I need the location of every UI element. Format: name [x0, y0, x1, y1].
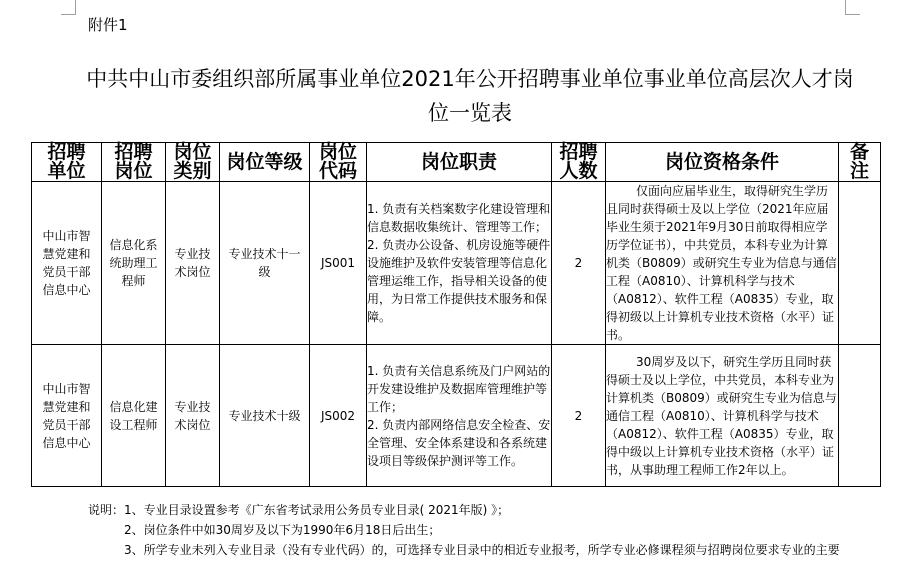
title-line-1: 中共中山市委组织部所属事业单位2021年公开招聘事业单位事业单位高层次人才岗: [86, 67, 854, 91]
note-item: 3、所学专业未列入专业目录（没有专业代码）的，可选择专业目录中的相近专业报考，所学专业必修课程须与招聘岗位要求专业的主要: [124, 543, 840, 557]
table-row: [32, 182, 881, 345]
cell-position: 信息化系统助理工程师: [102, 182, 166, 345]
header-position: 招聘岗位: [102, 143, 166, 182]
cell-duty: 1. 负责有关档案数字化建设管理和信息数据收集统计、管理等工作； 2. 负责办公设备、机房设施等硬件设施维护及软件安装管理等信息化管理运维工作，指导相关设备的使用，为日常工作提供技术服务和保障。: [367, 182, 552, 345]
cell-remark: [839, 182, 881, 345]
header-qualification: 岗位资格条件: [606, 143, 839, 182]
note-item: 说明：1、专业目录设置参考《广东省考试录用公务员专业目录( 2021年版) 》；: [88, 503, 510, 517]
cell-code: JS002: [310, 345, 367, 487]
cell-category: 专业技术岗位: [166, 182, 220, 345]
header-count: 招聘人数: [552, 143, 606, 182]
cell-count: 2: [552, 182, 606, 345]
cell-remark: [839, 345, 881, 487]
table-header-row: [32, 143, 881, 182]
notes-section: [88, 500, 840, 560]
table-row: [32, 345, 881, 487]
cell-count: 2: [552, 345, 606, 487]
note-item: 2、岗位条件中如30周岁及以下为1990年6月18日后出生；: [124, 523, 441, 537]
cell-qualification: 30周岁及以下，研究生学历且同时获得硕士及以上学位，中共党员，本科专业为计算机类（B0809）或研究生专业为信息与通信工程（A0810）、计算机科学与技术（A0812）、软件工程（A0835）专业，取得中级以上计算机专业技术资格（水平）证书，从事助理工程师工作2年以上。: [606, 345, 839, 487]
cell-unit: 中山市智慧党建和党员干部信息中心: [32, 345, 102, 487]
cell-qualification: 仅面向应届毕业生，取得研究生学历且同时获得硕士及以上学位（2021年应届毕业生须于2021年9月30日前取得相应学历学位证书），中共党员，本科专业为计算机类（B0809）或研究生专业为信息与通信工程（A0810）、计算机科学与技术（A0812）、软件工程（A0835）专业，取得初级以上计算机专业技术资格（水平）证书。: [606, 182, 839, 345]
header-duty: 岗位职责: [367, 143, 552, 182]
cell-level: 专业技术十级: [220, 345, 310, 487]
cell-position: 信息化建设工程师: [102, 345, 166, 487]
cell-category: 专业技术岗位: [166, 345, 220, 487]
cell-unit: 中山市智慧党建和党员干部信息中心: [32, 182, 102, 345]
page-corner-mark-left: [61, 0, 76, 15]
title-line-2: 位一览表: [428, 101, 512, 125]
header-level: 岗位等级: [220, 143, 310, 182]
document-title: [40, 62, 899, 130]
cell-level: 专业技术十一级: [220, 182, 310, 345]
header-category: 岗位类别: [166, 143, 220, 182]
header-remark: 备注: [839, 143, 881, 182]
header-code: 岗位代码: [310, 143, 367, 182]
attachment-label: 附件1: [88, 16, 128, 34]
cell-code: JS001: [310, 182, 367, 345]
header-unit: 招聘单位: [32, 143, 102, 182]
page-corner-mark-right: [845, 0, 860, 15]
recruitment-table: [31, 142, 881, 487]
cell-duty: 1. 负责有关信息系统及门户网站的开发建设维护及数据库管理维护等工作； 2. 负责内部网络信息安全检查、安全管理、安全体系建设和各系统建设项目等级保护测评等工作。: [367, 345, 552, 487]
